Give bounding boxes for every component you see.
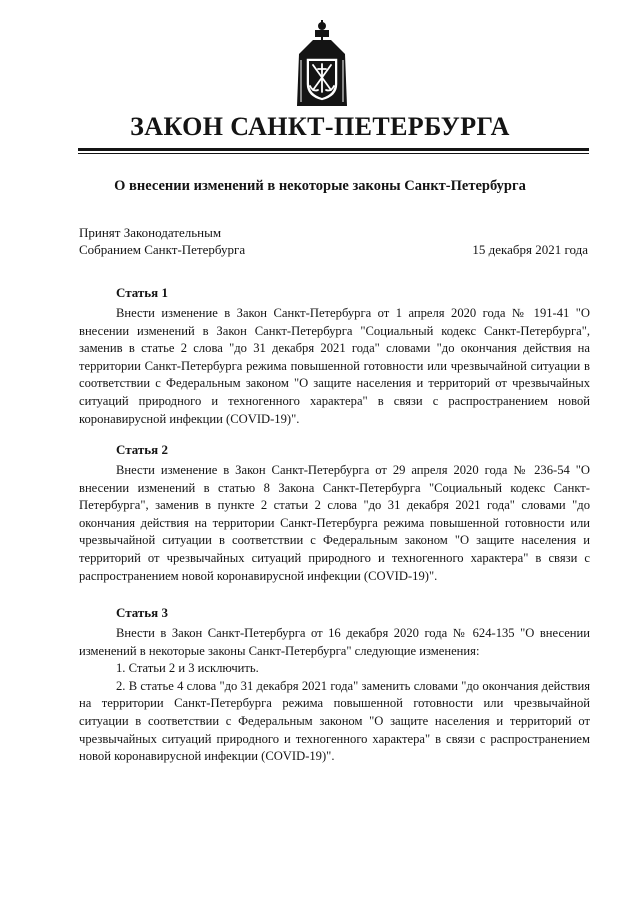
article-paragraph: Внести изменение в Закон Санкт-Петербурга от 1 апреля 2020 года № 191-41 "О внесении изменений в Закон Санкт-Петербурга "Социальный кодекс Санкт-Петербурга", заменив в статье 2 слова "до 31 декабря 2021 года" словами "до окончания действия на территории Санкт-Петербурга режима повышенной готовности или чрезвычайной ситуации в соответствии с Федеральным законом "О защите населения и территорий от чрезвычайных ситуаций природного и техногенного характера" в связи с распространением новой коронавирусной инфекции (COVID-19)". (79, 306, 590, 426)
article-body (79, 305, 590, 428)
law-title: ЗАКОН САНКТ-ПЕТЕРБУРГА (130, 112, 510, 141)
article-item: 1. Статьи 2 и 3 исключить. (116, 661, 259, 676)
article-paragraph: Внести изменение в Закон Санкт-Петербурга от 29 апреля 2020 года № 236-54 "О внесении изменений в статью 8 Закона Санкт-Петербурга "Социальный кодекс Санкт-Петербурга", заменив в пункте 2 статьи 2 слова "до 31 декабря 2021 года" словами "до окончания действия на территории Санкт-Петербурга режима повышенной готовности или чрезвычайной ситуации в соответствии с Федеральным законом "О защите населения и территорий от чрезвычайных ситуаций природного и техногенного характера" в связи с распространением новой коронавирусной инфекции (COVID-19)". (79, 463, 590, 583)
article-2 (79, 441, 590, 585)
article-paragraph: Внести в Закон Санкт-Петербурга от 16 декабря 2020 года № 624-135 "О внесении изменений в некоторые законы Санкт-Петербурга" следующие изменения: (79, 626, 590, 658)
law-subtitle: О внесении изменений в некоторые законы Санкт-Петербурга (114, 178, 526, 194)
adoption-authority (79, 224, 245, 258)
article-1 (79, 284, 590, 428)
adoption-line-2: Собранием Санкт-Петербурга (79, 242, 246, 257)
coat-of-arms-icon (291, 20, 353, 110)
article-3 (79, 604, 590, 766)
adoption-line-1: Принят Законодательным (79, 225, 222, 240)
article-body (79, 462, 590, 585)
article-heading: Статья 3 (116, 605, 168, 620)
title-rule-thin (78, 153, 589, 154)
adoption-date: 15 декабря 2021 года (472, 242, 588, 257)
article-item: 2. В статье 4 слова "до 31 декабря 2021 года" заменить словами "до окончания действия на территории Санкт-Петербурга режима повышенной готовности или чрезвычайной ситуации в соответствии с Федеральным законом "О защите населения и территорий от чрезвычайных ситуаций природного и техногенного характера" в связи с распространением новой коронавирусной инфекции (COVID-19)". (79, 678, 590, 764)
article-heading: Статья 1 (116, 285, 168, 300)
article-heading: Статья 2 (116, 442, 168, 457)
article-body (79, 625, 590, 766)
title-rule-thick (78, 148, 589, 151)
